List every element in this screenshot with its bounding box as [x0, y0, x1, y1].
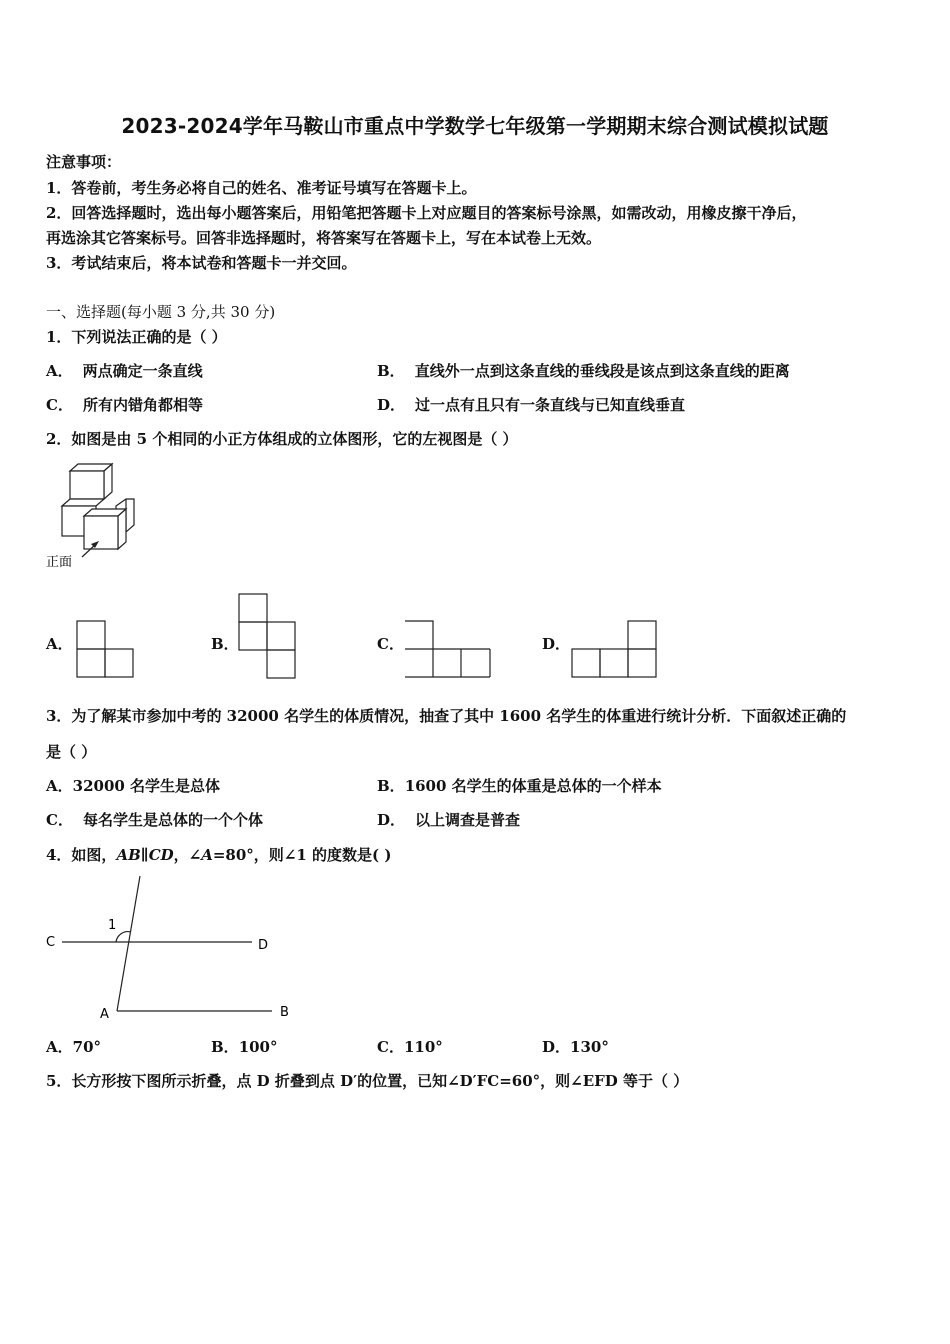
q2-option-d-label[interactable]: D． — [542, 635, 571, 653]
q2-cube-figure — [44, 460, 144, 575]
option-text: 130° — [570, 1038, 609, 1056]
q2-figure-label: 正面 — [46, 555, 73, 570]
q4-stem-prefix: 4．如图， — [46, 846, 117, 864]
q3-stem-line1: 3．为了解某市参加中考的 32000 名学生的体质情况，抽查了其中 1600 名学生的体重进行统计分析．下面叙述正确的 — [46, 707, 847, 725]
option-letter: B． — [211, 1038, 239, 1056]
option-letter: B． — [377, 362, 405, 380]
point-label-b: B — [280, 1005, 289, 1020]
q2-option-a-figure[interactable] — [76, 620, 136, 682]
option-letter: D． — [377, 396, 406, 414]
point-label-a: A — [100, 1007, 109, 1022]
q4-stem-parallel: AB∥CD — [116, 846, 174, 864]
option-text: 直线外一点到这条直线的垂线段是该点到这条直线的距离 — [414, 362, 790, 380]
option-letter: B． — [377, 777, 405, 795]
option-text: 70° — [72, 1038, 102, 1056]
q4-parallel-figure — [40, 870, 300, 1025]
q2-option-b-label[interactable]: B． — [211, 635, 239, 653]
option-text: 两点确定一条直线 — [82, 362, 203, 380]
q1-stem: 1．下列说法正确的是（ ） — [46, 328, 227, 346]
q4-stem-mid: ，∠ — [173, 846, 202, 864]
q1-option-a[interactable] — [46, 361, 203, 381]
q4-option-a[interactable] — [46, 1037, 101, 1057]
q4-stem — [46, 845, 391, 865]
q4-option-d[interactable] — [542, 1037, 609, 1057]
q1-option-d[interactable] — [377, 395, 685, 415]
angle-label-1: 1 — [108, 918, 117, 933]
option-letter: C． — [46, 811, 73, 829]
q2-option-c-label[interactable]: C． — [377, 635, 404, 653]
section-heading: 一、选择题(每小题 3 分,共 30 分) — [46, 303, 276, 321]
q4-stem-suffix: =80°，则∠1 的度数是( ) — [212, 846, 392, 864]
q2-stem: 2．如图是由 5 个相同的小正方体组成的立体图形，它的左视图是（ ） — [46, 430, 518, 448]
option-text: 32000 名学生是总体 — [72, 777, 221, 795]
option-letter: C． — [46, 396, 73, 414]
q1-option-c[interactable] — [46, 395, 203, 415]
option-text: 1600 名学生的体重是总体的一个样本 — [404, 777, 662, 795]
option-text: 过一点有且只有一条直线与已知直线垂直 — [415, 396, 686, 414]
point-label-d: D — [258, 938, 269, 953]
option-letter: A． — [46, 362, 73, 380]
notice-item-2: 2．回答选择题时，选出每小题答案后，用铅笔把答题卡上对应题目的答案标号涂黑，如需改动，用橡皮擦干净后， — [46, 204, 807, 222]
option-letter: D． — [542, 1038, 571, 1056]
notice-item-2-cont: 再选涂其它答案标号。回答非选择题时，将答案写在答题卡上，写在本试卷上无效。 — [46, 229, 602, 247]
option-letter: A． — [46, 777, 73, 795]
option-letter: C． — [377, 1038, 404, 1056]
option-letter: D． — [377, 811, 406, 829]
option-text: 110° — [403, 1038, 443, 1056]
q3-stem-line2: 是（ ） — [46, 743, 97, 761]
q2-option-b-figure[interactable] — [238, 593, 298, 683]
notice-item-1: 1．答卷前，考生务必将自己的姓名、准考证号填写在答题卡上。 — [46, 179, 477, 197]
page-title: 2023-2024学年马鞍山市重点中学数学七年级第一学期期末综合测试模拟试题 — [121, 114, 829, 138]
q2-option-d-figure[interactable] — [570, 620, 660, 682]
q3-option-c[interactable] — [46, 810, 263, 830]
point-label-c: C — [46, 935, 56, 950]
q2-option-c-figure[interactable] — [404, 620, 494, 682]
q5-stem: 5．长方形按下图所示折叠，点 D 折叠到点 D′的位置，已知∠D′FC=60°，则∠EFD 等于（ ） — [46, 1072, 689, 1090]
q4-stem-angle: A — [201, 846, 213, 864]
option-text: 以上调查是普查 — [415, 811, 521, 829]
option-text: 所有内错角都相等 — [82, 396, 203, 414]
option-text: 每名学生是总体的一个个体 — [82, 811, 263, 829]
q2-option-a-label[interactable]: A． — [46, 635, 73, 653]
q3-option-a[interactable] — [46, 776, 220, 796]
q1-option-b[interactable] — [377, 361, 790, 381]
q4-option-b[interactable] — [211, 1037, 278, 1057]
notice-item-3: 3．考试结束后，将本试卷和答题卡一并交回。 — [46, 254, 357, 272]
q3-option-d[interactable] — [377, 810, 520, 830]
q4-option-c[interactable] — [377, 1037, 443, 1057]
option-text: 100° — [238, 1038, 278, 1056]
q3-option-b[interactable] — [377, 776, 662, 796]
option-letter: A． — [46, 1038, 73, 1056]
notice-heading: 注意事项： — [46, 153, 122, 171]
